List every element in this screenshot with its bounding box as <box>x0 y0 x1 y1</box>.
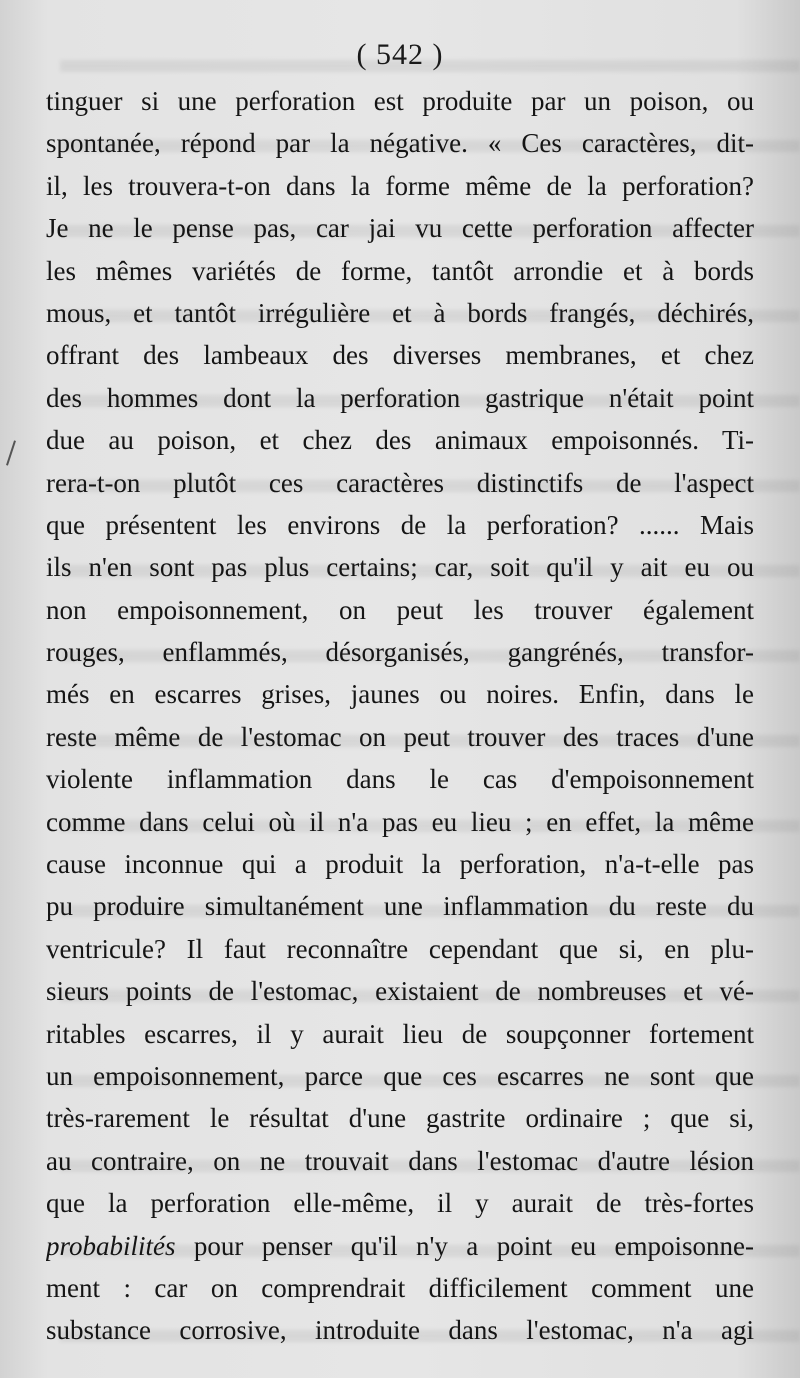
margin-pencil-mark <box>6 440 16 465</box>
text-line <box>46 631 754 673</box>
text-segment: au contraire, on ne trouvait dans l'estomac d'autre lésion <box>46 1145 754 1176</box>
text-line <box>46 80 754 122</box>
text-segment: due au poison, et chez des animaux empoisonnés. Ti- <box>46 425 754 456</box>
text-segment: que présentent les environs de la perforation? ...... Mais <box>46 509 754 540</box>
text-line <box>46 292 754 334</box>
text-segment: reste même de l'estomac on peut trouver des traces d'une <box>46 721 754 752</box>
text-segment: rouges, enflammés, désorganisés, gangrénés, transfor- <box>46 637 754 668</box>
text-line <box>46 334 754 376</box>
text-segment: mous, et tantôt irrégulière et à bords frangés, déchirés, <box>46 297 754 328</box>
text-segment: non empoisonnement, on peut les trouver également <box>46 594 754 625</box>
text-line <box>46 546 754 588</box>
text-segment: ritables escarres, il y aurait lieu de soupçonner fortement <box>46 1018 754 1049</box>
text-line <box>46 589 754 631</box>
text-line <box>46 377 754 419</box>
text-line <box>46 1013 754 1055</box>
text-segment: spontanée, répond par la négative. « Ces caractères, dit- <box>46 128 754 159</box>
text-segment: violente inflammation dans le cas d'empoisonnement <box>46 764 754 795</box>
text-line <box>46 1267 754 1309</box>
text-line <box>46 1309 754 1351</box>
text-segment: comme dans celui où il n'a pas eu lieu ; en effet, la même <box>46 806 754 837</box>
text-segment: ment : car on comprendrait difficilement comment une <box>46 1272 754 1303</box>
text-segment: des hommes dont la perforation gastrique n'était point <box>46 382 754 413</box>
text-line <box>46 1182 754 1224</box>
italic-segment: probabilités <box>46 1230 176 1261</box>
text-line <box>46 758 754 800</box>
text-line <box>46 504 754 546</box>
text-segment: pour penser qu'il n'y a point eu empoisonne- <box>175 1230 754 1261</box>
page-number: ( 542 ) <box>356 38 444 71</box>
text-line <box>46 673 754 715</box>
body-text <box>46 80 754 1352</box>
text-line <box>46 165 754 207</box>
text-line <box>46 928 754 970</box>
text-segment: très-rarement le résultat d'une gastrite ordinaire ; que si, <box>46 1103 754 1134</box>
text-line <box>46 1225 754 1267</box>
text-line <box>46 1097 754 1139</box>
text-line <box>46 250 754 292</box>
text-segment: més en escarres grises, jaunes ou noires. Enfin, dans le <box>46 679 754 710</box>
text-line <box>46 801 754 843</box>
text-line <box>46 716 754 758</box>
text-segment: substance corrosive, introduite dans l'estomac, n'a agi <box>46 1315 754 1346</box>
text-line <box>46 419 754 461</box>
text-segment: offrant des lambeaux des diverses membranes, et chez <box>46 340 754 371</box>
text-line <box>46 885 754 927</box>
text-line <box>46 207 754 249</box>
text-segment: sieurs points de l'estomac, existaient de nombreuses et vé- <box>46 976 754 1007</box>
text-line <box>46 122 754 164</box>
text-line <box>46 1055 754 1097</box>
text-segment: ils n'en sont pas plus certains; car, soit qu'il y ait eu ou <box>46 552 754 583</box>
text-line <box>46 970 754 1012</box>
text-segment: Je ne le pense pas, car jai vu cette perforation affecter <box>46 213 754 244</box>
text-line <box>46 462 754 504</box>
text-segment: tinguer si une perforation est produite par un poison, ou <box>46 86 754 116</box>
text-segment: un empoisonnement, parce que ces escarres ne sont que <box>46 1060 754 1091</box>
text-line <box>46 843 754 885</box>
text-segment: que la perforation elle-même, il y aurait de très-fortes <box>46 1188 754 1219</box>
text-segment: ventricule? Il faut reconnaître cependant que si, en plu- <box>46 933 754 964</box>
text-line <box>46 1140 754 1182</box>
text-segment: les mêmes variétés de forme, tantôt arrondie et à bords <box>46 255 754 286</box>
text-segment: il, les trouvera-t-on dans la forme même de la perforation? <box>46 170 754 201</box>
text-segment: cause inconnue qui a produit la perforation, n'a-t-elle pas <box>46 849 754 880</box>
text-segment: pu produire simultanément une inflammation du reste du <box>46 891 754 922</box>
text-segment: rera-t-on plutôt ces caractères distinctifs de l'aspect <box>46 467 754 498</box>
